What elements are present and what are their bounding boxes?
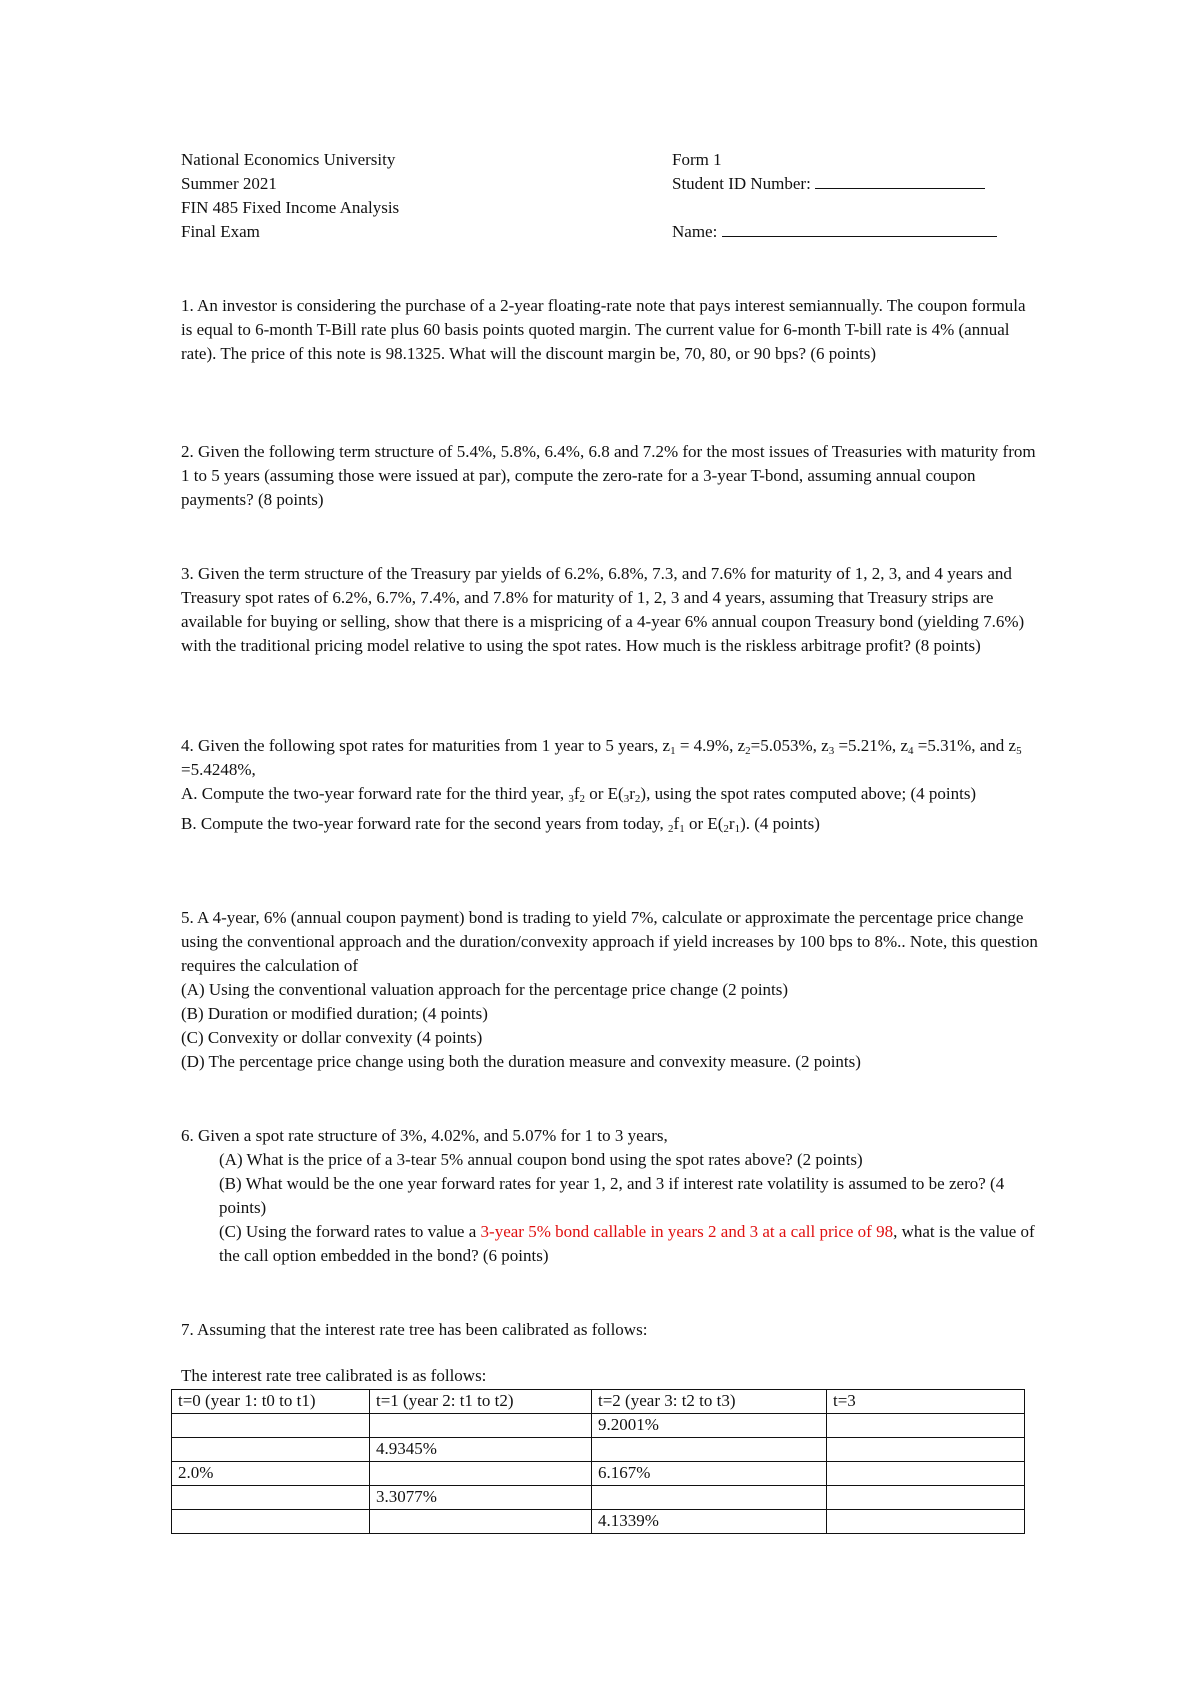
header-right [672, 148, 997, 244]
question-3-text: 3. Given the term structure of the Treasury par yields of 6.2%, 6.8%, 7.3, and 7.6% for maturity of 1, 2, 3, and 4 years and Treasury spot rates of 6.2%, 6.7%, 7.4%, and 7.8% for maturity of 1, 2, 3 and 4 years, assuming that Treasury strips are available for buying or selling, show that there is a mispricing of a 4-year 6% annual coupon Treasury bond (yielding 7.6%) with the traditional pricing model relative to using the spot rates. How much is the riskless arbitrage profit? (8 points) [181, 564, 1025, 655]
table-row [172, 1486, 1025, 1510]
q6c-post: , what is the value of the call option embedded in the bond? (6 points) [219, 1222, 1035, 1265]
z4-value: =5.31%, and [913, 736, 1009, 755]
z2-label: z [737, 736, 746, 755]
q4a-post: ), using the spot rates computed above; (4 points) [640, 784, 977, 803]
table-header-row [172, 1390, 1025, 1414]
z4-sub: 4 [907, 745, 914, 757]
question-2 [181, 440, 1041, 512]
question-5-part-c: (C) Convexity or dollar convexity (4 points) [181, 1028, 483, 1047]
question-6-part-b: (B) What would be the one year forward rates for year 1, 2, and 3 if interest rate volatility is assumed to be zero? (4 points) [219, 1174, 1005, 1217]
q4b-sub1: 2 [668, 823, 674, 835]
q4a-r: r [629, 784, 635, 803]
table-header-cell: t=3 [827, 1390, 1025, 1414]
z5-value: =5.4248%, [181, 760, 256, 779]
student-id-row [672, 172, 997, 196]
table-row [172, 1414, 1025, 1438]
header-left [181, 148, 399, 244]
exam-title: Final Exam [181, 222, 260, 241]
name-row [672, 220, 997, 244]
q4a-sub3: 3 [623, 793, 630, 805]
q4a-sub1: 3 [568, 793, 574, 805]
q4b-pre: B. Compute the two-year forward rate for the second years from today, [181, 814, 669, 833]
table-cell [172, 1510, 370, 1534]
question-4-part-a [181, 782, 1041, 806]
table-cell [172, 1414, 370, 1438]
question-5-part-a: (A) Using the conventional valuation approach for the percentage price change (2 points) [181, 980, 789, 999]
tree-caption: The interest rate tree calibrated is as follows: [181, 1366, 487, 1385]
question-7-intro: 7. Assuming that the interest rate tree has been calibrated as follows: [181, 1320, 648, 1339]
table-cell [370, 1414, 592, 1438]
table-cell [827, 1462, 1025, 1486]
z2-value: =5.053%, [750, 736, 822, 755]
question-5-part-d: (D) The percentage price change using both the duration measure and convexity measure. (2 points) [181, 1052, 861, 1071]
table-cell [370, 1462, 592, 1486]
interest-rate-tree-table [171, 1389, 1025, 1534]
table-cell [827, 1510, 1025, 1534]
q4b-r: r [728, 814, 735, 833]
z3-sub: 3 [828, 745, 835, 757]
question-4-intro [181, 734, 1041, 782]
question-4-part-b [181, 812, 1041, 836]
table-cell [827, 1414, 1025, 1438]
table-header-cell: t=0 (year 1: t0 to t1) [172, 1390, 370, 1414]
q4b-mid: or E( [684, 814, 724, 833]
table-cell [827, 1486, 1025, 1510]
question-5-part-b: (B) Duration or modified duration; (4 points) [181, 1004, 488, 1023]
question-1 [181, 294, 1041, 366]
table-cell [172, 1438, 370, 1462]
question-6-intro: 6. Given a spot rate structure of 3%, 4.02%, and 5.07% for 1 to 3 years, [181, 1126, 668, 1145]
table-cell: 9.2001% [592, 1414, 827, 1438]
name-label: Name: [672, 222, 718, 241]
table-cell: 6.167% [592, 1462, 827, 1486]
q4-intro-text: 4. Given the following spot rates for maturities from 1 year to 5 years, [181, 736, 663, 755]
table-cell [172, 1486, 370, 1510]
university-name: National Economics University [181, 150, 396, 169]
question-7 [181, 1318, 1041, 1388]
z3-label: z [821, 736, 829, 755]
table-cell [370, 1510, 592, 1534]
table-cell: 4.9345% [370, 1438, 592, 1462]
z5-sub: 5 [1016, 745, 1022, 757]
q4b-sub4: 1 [734, 823, 741, 835]
q4a-f: f [573, 784, 580, 803]
question-5 [181, 906, 1041, 1074]
table-row [172, 1462, 1025, 1486]
q4a-mid: or E( [585, 784, 624, 803]
q6c-pre: (C) Using the forward rates to value a [219, 1222, 481, 1241]
table-cell [592, 1438, 827, 1462]
table-cell: 4.1339% [592, 1510, 827, 1534]
q4b-post: ). (4 points) [740, 814, 820, 833]
question-5-intro: 5. A 4-year, 6% (annual coupon payment) bond is trading to yield 7%, calculate or approximate the percentage price change using the conventional approach and the duration/convexity approach if yield increases by 100 bps to 8%.. Note, this question requires the calculation of [181, 908, 1038, 975]
q6c-highlight: 3-year 5% bond callable in years 2 and 3 at a call price of 98 [480, 1222, 894, 1241]
table-cell [592, 1486, 827, 1510]
term: Summer 2021 [181, 174, 277, 193]
q4a-sub4: 2 [634, 793, 641, 805]
z2-sub: 2 [745, 745, 751, 757]
z3-value: =5.21%, [834, 736, 901, 755]
table-header-cell: t=2 (year 3: t2 to t3) [592, 1390, 827, 1414]
z5-label: z [1008, 736, 1017, 755]
table-header-cell: t=1 (year 2: t1 to t2) [370, 1390, 592, 1414]
question-1-text: 1. An investor is considering the purchase of a 2-year floating-rate note that pays interest semiannually. The coupon formula is equal to 6-month T-Bill rate plus 60 basis points quoted margin. The current value for 6-month T-bill rate is 4% (annual rate). The price of this note is 98.1325. What will the discount margin be, 70, 80, or 90 bps? (6 points) [181, 296, 1026, 363]
q4b-f: f [673, 814, 680, 833]
q4b-sub2: 1 [679, 823, 685, 835]
question-6-part-a: (A) What is the price of a 3-tear 5% annual coupon bond using the spot rates above? (2 points) [219, 1150, 863, 1169]
table-row [172, 1510, 1025, 1534]
table-row [172, 1438, 1025, 1462]
table-cell: 2.0% [172, 1462, 370, 1486]
z1-sub: 1 [670, 745, 676, 757]
q4a-sub2: 2 [579, 793, 586, 805]
student-id-label: Student ID Number: [672, 174, 811, 193]
z1-value: = 4.9%, [675, 736, 738, 755]
student-id-blank[interactable] [815, 172, 985, 189]
question-2-text: 2. Given the following term structure of 5.4%, 5.8%, 6.4%, 6.8 and 7.2% for the most issues of Treasuries with maturity from 1 to 5 years (assuming those were issued at par), compute the zero-rate for a 3-year T-bond, assuming annual coupon payments? (8 points) [181, 442, 1036, 509]
table-cell: 3.3077% [370, 1486, 592, 1510]
table-cell [827, 1438, 1025, 1462]
name-blank[interactable] [722, 220, 997, 237]
question-6 [181, 1124, 1041, 1268]
z1-label: z [662, 736, 671, 755]
form-label: Form 1 [672, 150, 722, 169]
z4-label: z [900, 736, 908, 755]
question-3 [181, 562, 1041, 658]
question-6-part-c [181, 1220, 1041, 1268]
question-4 [181, 734, 1041, 836]
q4a-pre: A. Compute the two-year forward rate for the third year, [181, 784, 569, 803]
q4b-sub3: 2 [723, 823, 729, 835]
course-name: FIN 485 Fixed Income Analysis [181, 198, 400, 217]
